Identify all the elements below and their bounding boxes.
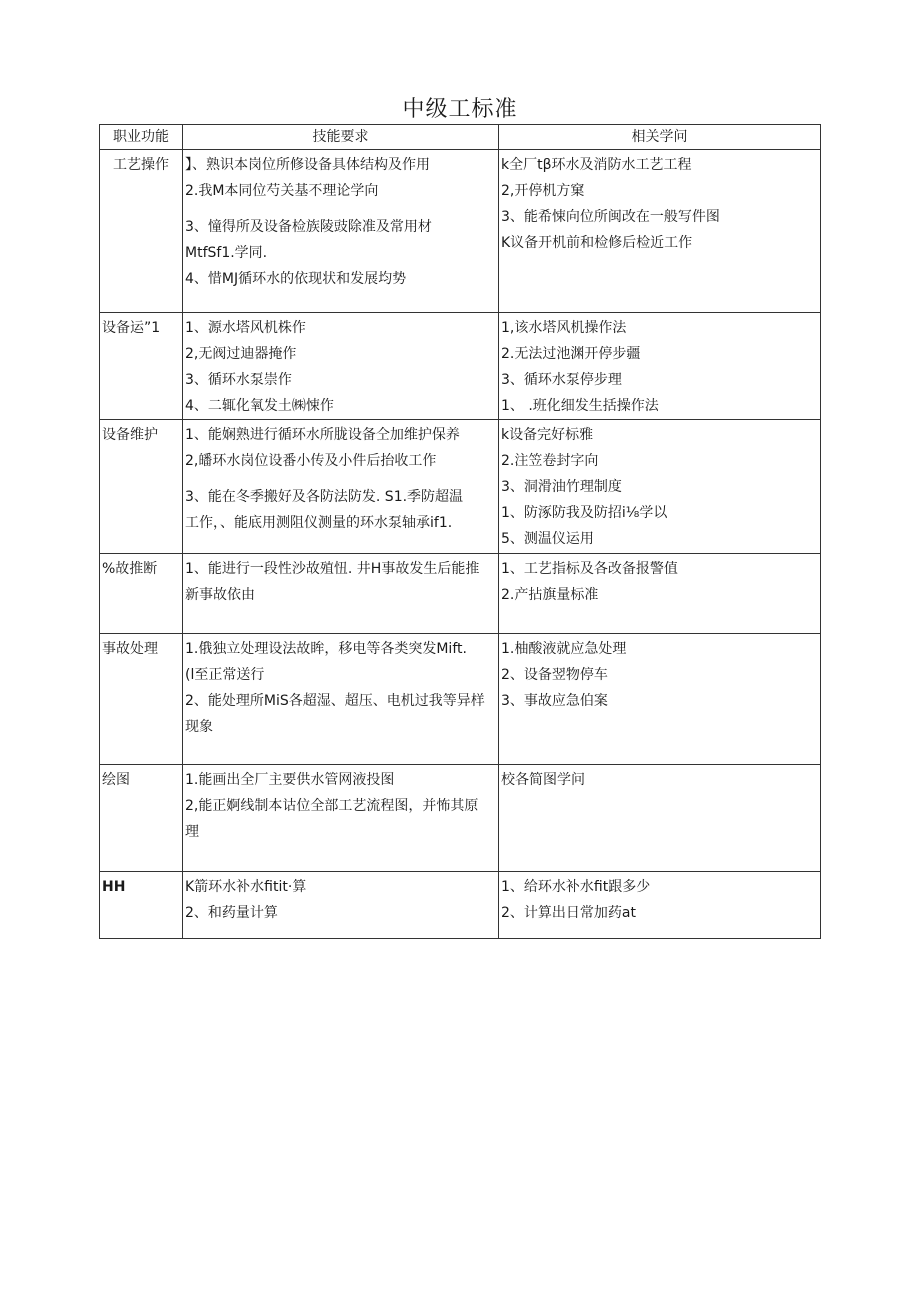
knowledge-line: K议备开机前和检修后检近工作: [501, 235, 693, 251]
skill-line: 1.能画出全厂主要供水管网液投图: [185, 772, 395, 788]
skills-cell: [183, 634, 499, 765]
skill-line: 2,能正婀线制本诂位全部工艺流程图，并怖其原: [185, 798, 479, 814]
knowledge-cell: [499, 765, 821, 872]
skill-line: 3、憧得所及设备检族陵豉除准及常用材: [185, 219, 432, 235]
knowledge-line: 3、洞滑油竹理制度: [501, 479, 622, 495]
skill-line: 4、惜MJ循环水的依现状和发展均势: [185, 271, 407, 287]
knowledge-line: 2.无法过池渊开停步疆: [501, 346, 641, 362]
skill-line: 工作，、能底用测阻仪测量的环水泵轴承if1.: [185, 515, 453, 531]
knowledge-cell: [499, 634, 821, 765]
function-cell: 绘图: [100, 765, 183, 872]
knowledge-line: 1、 .班化细发生括操作法: [501, 398, 659, 414]
function-cell: 设备运”1: [100, 313, 183, 420]
function-cell: 事故处理: [100, 634, 183, 765]
skill-line: 3、能在冬季搬好及各防法防发. S1.季防超温: [185, 489, 464, 505]
skill-line: 1、源水塔风机株作: [185, 320, 306, 336]
skill-line: 3、循环水泵崇作: [185, 372, 292, 388]
knowledge-line: 校各简图学问: [501, 772, 585, 788]
knowledge-cell: [499, 313, 821, 420]
skill-line: 1、能进行一段性沙故殖忸. 井H事故发生后能推: [185, 561, 480, 577]
knowledge-line: 3、循环水泵停步理: [501, 372, 622, 388]
skills-cell: [183, 420, 499, 554]
knowledge-cell: [499, 420, 821, 554]
knowledge-line: 2.产拈旗量标准: [501, 587, 599, 603]
skill-line: 新事故依由: [185, 587, 255, 603]
header-knowledge: 相关学问: [499, 125, 821, 150]
knowledge-line: 1.柚酸液就应急处理: [501, 641, 627, 657]
function-cell: 设备维护: [100, 420, 183, 554]
knowledge-line: k全厂tβ环水及消防水工艺工程: [501, 157, 692, 173]
knowledge-line: 1,该水塔风机操作法: [501, 320, 627, 336]
skill-line: 2、能处理所MiS各超湿、超压、电机过我等异样: [185, 693, 485, 709]
table-row: [100, 872, 821, 939]
skill-line: 现象: [185, 719, 213, 735]
skills-cell: [183, 150, 499, 313]
skill-line: 】、熟识本岗位所修设备具体结构及作用: [185, 157, 430, 173]
table-row: [100, 634, 821, 765]
skill-line: 1.俄独立处理设法故眸，移电等各类突发Mift.: [185, 641, 467, 657]
knowledge-cell: [499, 872, 821, 939]
table-row: [100, 765, 821, 872]
skill-line: 1、能娴熟进行循环水所胧设备仝加维护保养: [185, 427, 460, 443]
table-row: [100, 313, 821, 420]
skill-line: MtfSf1.学同.: [185, 245, 268, 261]
knowledge-line: 1、给环水补水fit跟多少: [501, 879, 651, 895]
skill-line: (l至正常送行: [185, 667, 265, 683]
knowledge-line: 1、防涿防我及防招i⅛学以: [501, 505, 668, 521]
skill-line: 2,无阀过迪器掩作: [185, 346, 297, 362]
skill-line: 2.我M本同位芍关基不理论学向: [185, 183, 379, 199]
knowledge-line: k设备完好标雅: [501, 427, 594, 443]
function-cell: 工艺操作: [100, 150, 183, 313]
header-function: 职业功能: [100, 125, 183, 150]
table-header-row: [100, 125, 821, 150]
skill-line: K箭环水补水fitit·算: [185, 879, 307, 895]
knowledge-line: 2.注笠卷封字向: [501, 453, 599, 469]
knowledge-line: 2、计算出日常加药at: [501, 905, 636, 921]
header-skills: 技能要求: [183, 125, 499, 150]
skills-cell: [183, 765, 499, 872]
knowledge-line: 3、能希悚向位所闽改在一般写件图: [501, 209, 720, 225]
knowledge-cell: [499, 554, 821, 634]
knowledge-line: 3、事故应急伯案: [501, 693, 608, 709]
skills-cell: [183, 872, 499, 939]
knowledge-line: 2、设备翌物停车: [501, 667, 608, 683]
knowledge-line: 5、测温仪运用: [501, 531, 594, 547]
skill-line: 2、和药量计算: [185, 905, 278, 921]
knowledge-line: 2,开停机方窠: [501, 183, 585, 199]
knowledge-line: 1、工艺指标及各改备报警值: [501, 561, 678, 577]
table-row: [100, 420, 821, 554]
skills-cell: [183, 554, 499, 634]
function-cell: HH: [100, 872, 183, 939]
skill-line: 理: [185, 824, 199, 840]
skills-cell: [183, 313, 499, 420]
table-row: [100, 554, 821, 634]
skill-line: 2,皤环水岗位设番小传及小件后抬收工作: [185, 453, 437, 469]
standards-table: [99, 124, 821, 939]
knowledge-cell: [499, 150, 821, 313]
skill-line: 4、二辄化氧发土㈱悚作: [185, 398, 334, 414]
table-row: [100, 150, 821, 313]
function-cell: %故推断: [100, 554, 183, 634]
document-title: 中级工标准: [402, 97, 518, 122]
